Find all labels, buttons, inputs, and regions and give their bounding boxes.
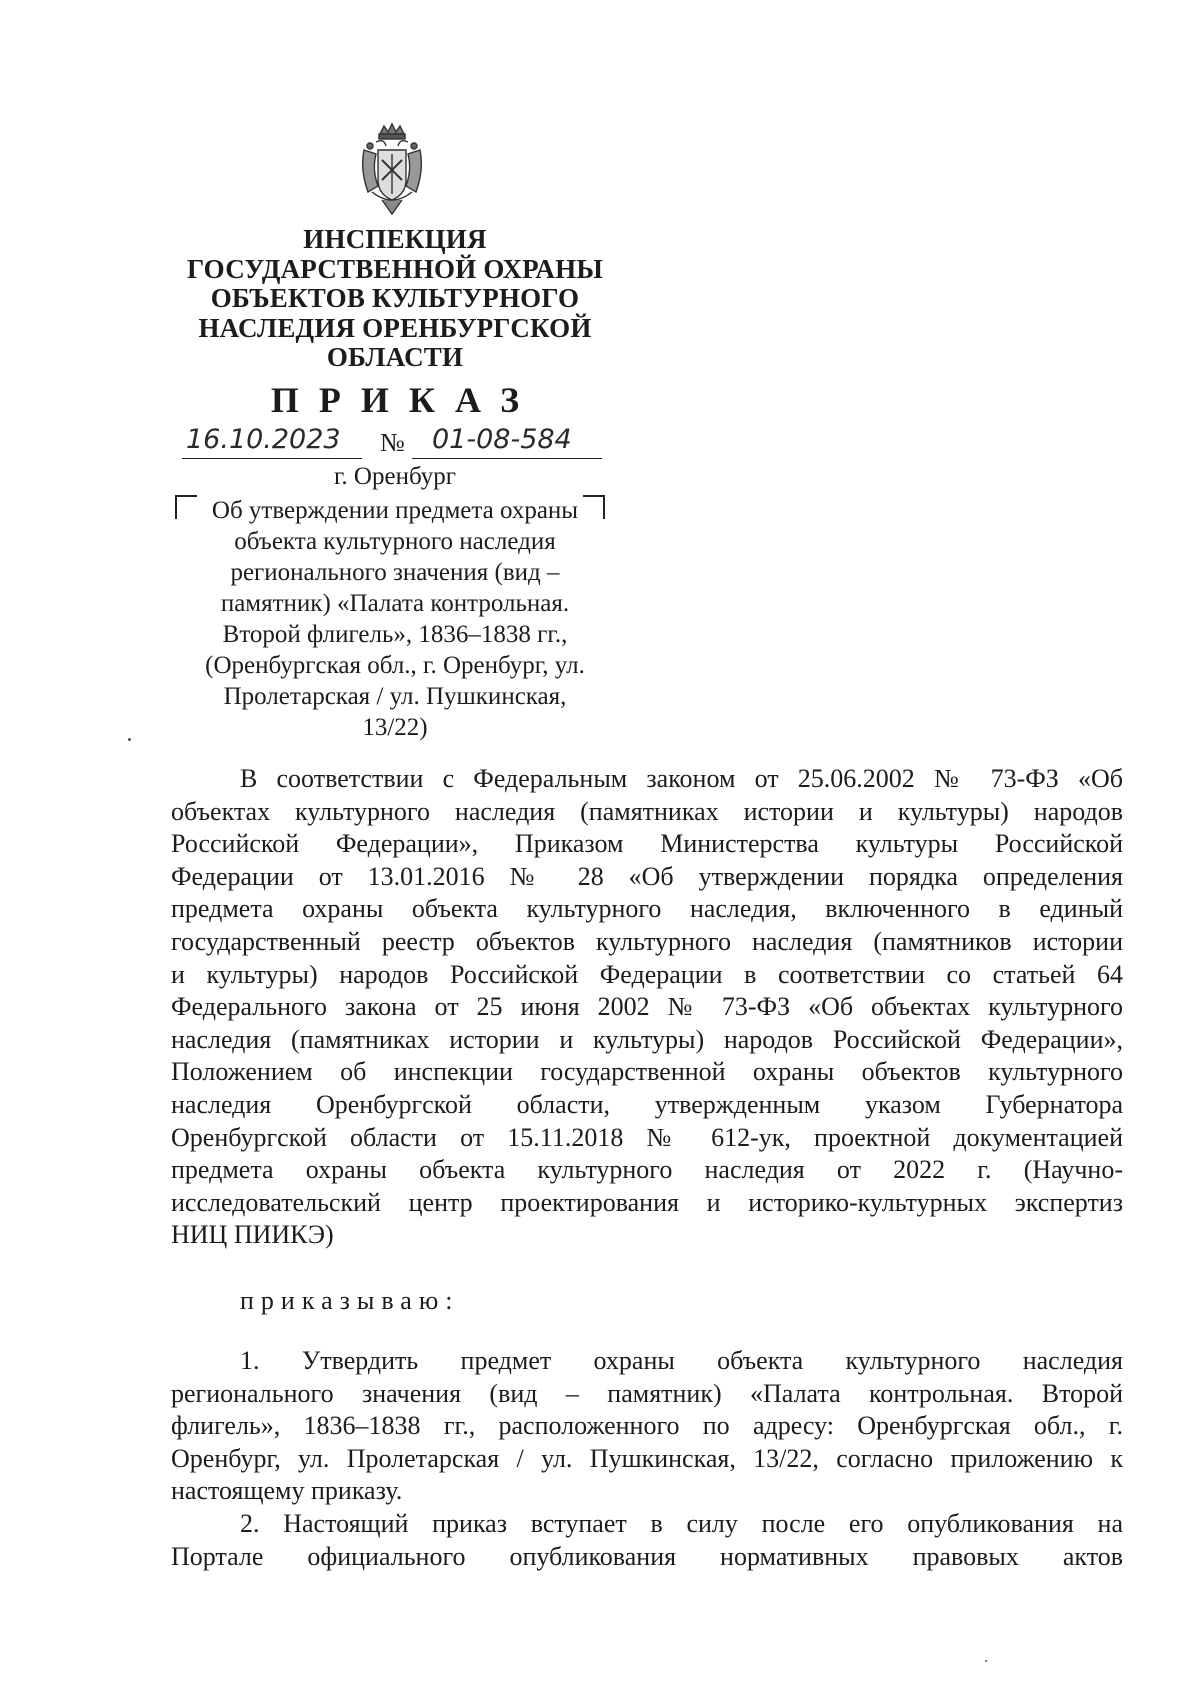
org-line: НАСЛЕДИЯ ОРЕНБУРГСКОЙ (198, 312, 592, 343)
org-line: ИНСПЕКЦИЯ (303, 224, 487, 254)
city: г. Оренбург (334, 463, 456, 490)
subject-line: Об утверждении предмета охраны (211, 497, 579, 524)
document-type-title: ПРИКАЗ (270, 380, 540, 420)
item-line: флигель», 1836–1838 гг., расположенного по адресу: Оренбургская обл., г. (171, 1411, 1123, 1441)
document-subject (190, 495, 600, 743)
org-line: ГОСУДАРСТВЕННОЙ ОХРАНЫ (186, 253, 604, 284)
order-word: приказываю: (240, 1286, 460, 1315)
item-line: настоящему приказу. (171, 1476, 403, 1506)
order-items (171, 1345, 1123, 1573)
preamble-line: В соответствии с Федеральным законом от 25.06.2002 № 73-ФЗ «Об (240, 764, 1123, 793)
handwritten-number: 01-08-584 (432, 424, 572, 455)
preamble-paragraph (171, 763, 1123, 1252)
preamble-line: Оренбургской области от 15.11.2018 № 612-ук, проектной документацией (171, 1122, 1123, 1152)
subject-line: Пролетарская / ул. Пушкинская, (223, 683, 567, 710)
number-sign: № (380, 428, 405, 457)
preamble-line: предмета охраны объекта культурного наследия от 2022 г. (Научно- (171, 1155, 1123, 1185)
item-line: 1. Утвердить предмет охраны объекта культурного наследия (240, 1346, 1123, 1375)
number-underline (412, 458, 602, 459)
preamble-line: предмета охраны объекта культурного наследия, включенного в единый (171, 894, 1123, 924)
org-line: ОБЪЕКТОВ КУЛЬТУРНОГО (210, 283, 580, 313)
subject-line: Второй флигель», 1836–1838 гг., (222, 621, 568, 648)
preamble-line: исследовательский центр проектирования и историко-культурных экспертиз (171, 1187, 1123, 1217)
subject-line: регионального значения (вид – (230, 559, 560, 586)
item-line: 2. Настоящий приказ вступает в силу после его опубликования на (240, 1508, 1123, 1538)
preamble-line: Федерации от 13.01.2016 № 28 «Об утверждении порядка определения (171, 861, 1123, 891)
item-line: Портале официального опубликования нормативных правовых актов (171, 1541, 1123, 1571)
scan-speck (128, 738, 131, 741)
subject-line: объекта культурного наследия (234, 528, 556, 555)
date-underline (182, 458, 362, 459)
orenburg-coat-of-arms-icon (342, 120, 442, 220)
subject-line: памятник) «Палата контрольная. (220, 590, 570, 617)
preamble-line: наследия Оренбургской области, утвержденным указом Губернатора (171, 1089, 1123, 1119)
subject-line: (Оренбургская обл., г. Оренбург, ул. (205, 652, 585, 679)
organization-name (150, 225, 640, 373)
preamble-line: Федерального закона от 25 июня 2002 № 73-ФЗ «Об объектах культурного (171, 992, 1123, 1022)
preamble-line: Положением об инспекции государственной охраны объектов культурного (171, 1057, 1123, 1087)
scan-speck (985, 1660, 987, 1662)
preamble-line: и культуры) народов Российской Федерации в соответствии со статьей 64 (171, 959, 1123, 989)
handwritten-date: 16.10.2023 (186, 424, 341, 455)
preamble-line: НИЦ ПИИКЭ) (171, 1220, 334, 1250)
preamble-line: объектах культурного наследия (памятниках истории и культуры) народов (171, 796, 1123, 826)
preamble-line: государственный реестр объектов культурного наследия (памятников истории (171, 926, 1123, 956)
date-number-line (182, 424, 602, 460)
preamble-line: Российской Федерации», Приказом Министерства культуры Российской (171, 829, 1123, 859)
preamble-line: наследия (памятниках истории и культуры) народов Российской Федерации», (171, 1024, 1123, 1054)
org-line: ОБЛАСТИ (326, 342, 464, 372)
item-line: регионального значения (вид – памятник) «Палата контрольная. Второй (171, 1378, 1123, 1408)
item-line: Оренбург, ул. Пролетарская / ул. Пушкинская, 13/22, согласно приложению к (171, 1443, 1123, 1473)
subject-line: 13/22) (362, 714, 428, 741)
